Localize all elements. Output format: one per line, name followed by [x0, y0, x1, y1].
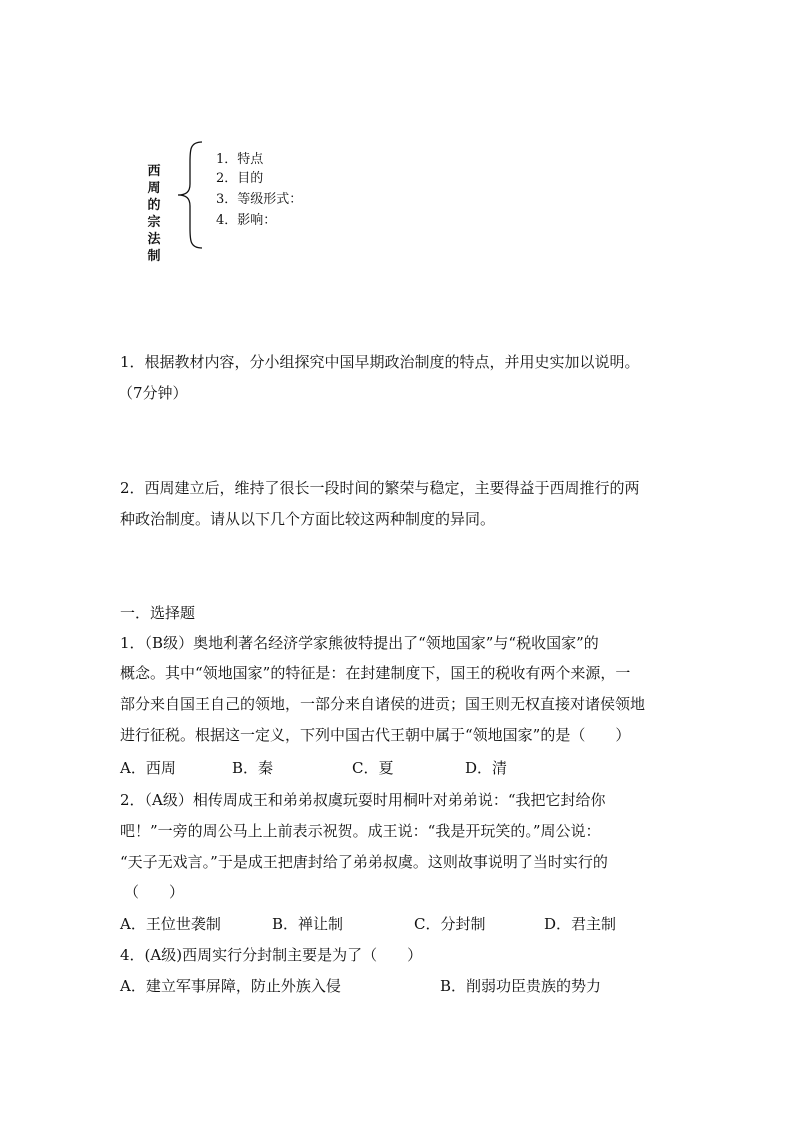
outline-item: 3．等级形式： [216, 192, 303, 207]
mc1-option-d: D．清 [465, 759, 508, 777]
mc2-option-b: B．禅让制 [272, 915, 344, 933]
mc2-option-c: C．分封制 [414, 915, 486, 933]
brace-icon [172, 140, 208, 250]
mc2-line: （ ） [124, 883, 185, 901]
mc2-line: “天子无戏言。”于是成王把唐封给了弟弟叔虞。这则故事说明了当时实行的 [120, 853, 608, 871]
mc1-line: 部分来自国王自己的领地，一部分来自诸侯的进贡；国王则无权直接对诸侯领地 [120, 695, 646, 713]
mc4-option-a: A．建立军事屏障，防止外族入侵 [120, 977, 341, 995]
mc1-option-c: C．夏 [352, 759, 394, 777]
question-1-line: 1．根据教材内容，分小组探究中国早期政治制度的特点，并用史实加以说明。 [120, 353, 640, 371]
mc2-option-a: A．王位世袭制 [120, 915, 221, 933]
mc4-stem: 4．(A级)西周实行分封制主要是为了（ ） [120, 946, 423, 964]
diagram-title-char: 制 [147, 249, 161, 264]
diagram-title-char: 法 [147, 232, 161, 247]
outline-item: 1．特点 [216, 152, 264, 167]
question-2-line: 2．西周建立后，维持了很长一段时间的繁荣与稳定，主要得益于西周推行的两 [120, 479, 640, 497]
diagram-title-char: 的 [147, 198, 161, 213]
diagram-title [146, 163, 162, 265]
diagram-title-char: 宗 [147, 215, 161, 230]
mc1-option-b: B．秦 [232, 759, 274, 777]
mc1-line: 概念。其中“领地国家”的特征是：在封建制度下，国王的税收有两个来源，一 [120, 664, 631, 682]
question-2-line: 种政治制度。请从以下几个方面比较这两种制度的异同。 [120, 510, 496, 528]
outline-item: 4．影响： [216, 213, 277, 228]
section-heading: 一．选择题 [120, 604, 196, 622]
diagram-title-char: 周 [147, 181, 161, 196]
mc2-line: 吧！”一旁的周公马上上前表示祝贺。成王说：“我是开玩笑的。”周公说： [120, 822, 601, 840]
mc1-line: 1．（B级）奥地利著名经济学家熊彼特提出了“领地国家”与“税收国家”的 [120, 634, 599, 652]
diagram-title-char: 西 [147, 164, 161, 179]
question-1-line: （7分钟） [118, 384, 188, 402]
mc2-line: 2．（A级）相传周成王和弟弟叔虞玩耍时用桐叶对弟弟说：“我把它封给你 [120, 791, 606, 809]
mc1-line: 进行征税。根据这一定义，下列中国古代王朝中属于“领地国家”的是（ ） [120, 726, 631, 744]
mc4-option-b: B．削弱功臣贵族的势力 [440, 977, 602, 995]
outline-item: 2．目的 [216, 171, 264, 186]
mc2-option-d: D．君主制 [544, 915, 617, 933]
mc1-option-a: A．西周 [120, 759, 176, 777]
